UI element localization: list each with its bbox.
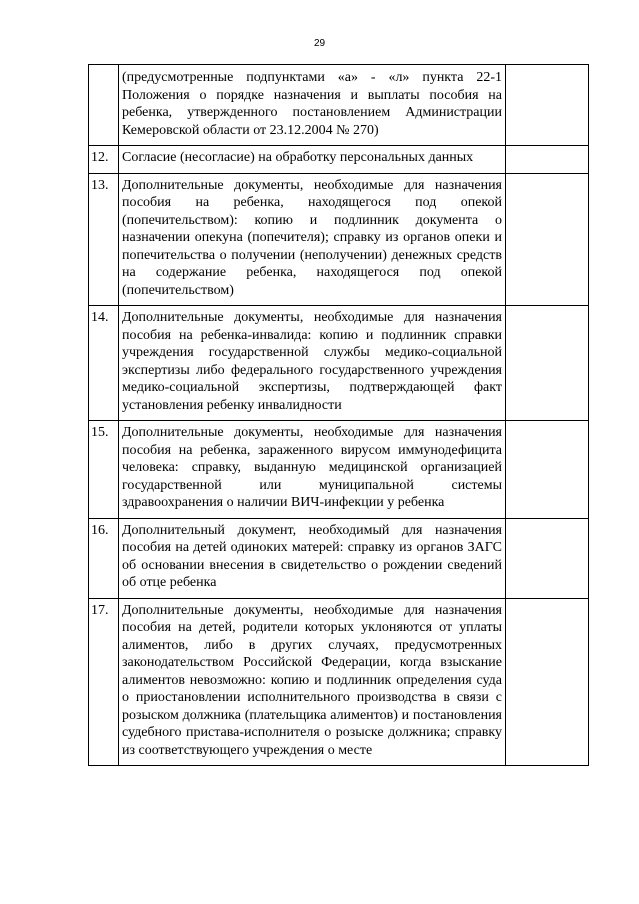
table-row <box>89 306 589 421</box>
table-row <box>89 598 589 766</box>
row-number: 15. <box>89 421 119 519</box>
row-number: 14. <box>89 306 119 421</box>
row-text: Согласие (несогласие) на обработку персональных данных <box>119 146 506 174</box>
row-text: Дополнительные документы, необходимые для назначения пособия на ребенка-инвалида: копию и подлинник справки учреждения государственной службы медико-социальной экспертизы либо федерального государственного учреждения медико-социальной экспертизы, подтверждающей факт установления ребенку инвалидности <box>119 306 506 421</box>
table-row <box>89 518 589 598</box>
documents-table <box>88 64 589 766</box>
row-notes-cell <box>506 173 589 306</box>
row-notes-cell <box>506 146 589 174</box>
row-notes-cell <box>506 598 589 766</box>
row-number: 12. <box>89 146 119 174</box>
row-number <box>89 65 119 146</box>
table-row <box>89 421 589 519</box>
table-row <box>89 146 589 174</box>
row-number: 16. <box>89 518 119 598</box>
table-row <box>89 65 589 146</box>
row-text: Дополнительные документы, необходимые для назначения пособия на детей, родители которых уклоняются от уплаты алиментов, либо в других случаях, предусмотренных законодательством Российской Федерации, когда взыскание алиментов невозможно: копию и подлинник определения суда о приостановлении исполнительного производства в связи с розыском должника (плательщика алиментов) и постановления судебного пристава-исполнителя о розыске должника; справку из соответствующего учреждения о месте <box>119 598 506 766</box>
row-text: Дополнительные документы, необходимые для назначения пособия на ребенка, зараженного вирусом иммунодефицита человека: справку, выданную медицинской организацией государственной или муниципальной системы здравоохранения о наличии ВИЧ-инфекции у ребенка <box>119 421 506 519</box>
row-notes-cell <box>506 306 589 421</box>
row-notes-cell <box>506 421 589 519</box>
row-notes-cell <box>506 518 589 598</box>
row-number: 13. <box>89 173 119 306</box>
row-text: (предусмотренные подпунктами «а» - «л» пункта 22-1 Положения о порядке назначения и выплаты пособия на ребенка, утвержденного постановлением Администрации Кемеровской области от 23.12.2004 № 270) <box>119 65 506 146</box>
page-number: 29 <box>313 38 326 49</box>
row-text: Дополнительный документ, необходимый для назначения пособия на детей одиноких матерей: справку из органов ЗАГС об основании внесения в свидетельство о рождении сведений об отце ребенка <box>119 518 506 598</box>
table-row <box>89 173 589 306</box>
row-text: Дополнительные документы, необходимые для назначения пособия на ребенка, находящегося под опекой (попечительством): копию и подлинник документа о назначении опекуна (попечителя); справку из органов опеки и попечительства о получении (неполучении) денежных средств на содержание ребенка, находящегося под опекой (попечительством) <box>119 173 506 306</box>
row-notes-cell <box>506 65 589 146</box>
row-number: 17. <box>89 598 119 766</box>
